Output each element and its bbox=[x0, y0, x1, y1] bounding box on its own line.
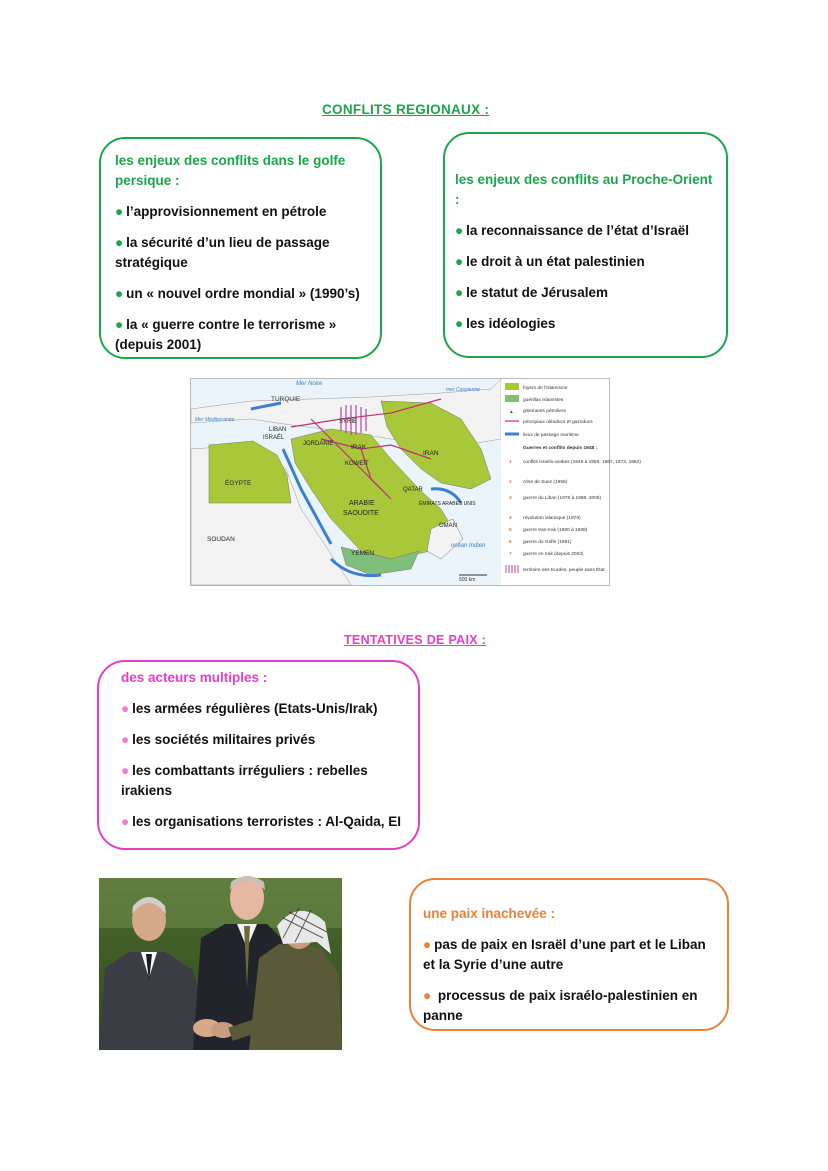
list-item: ● processus de paix israélo-palestinien en panne bbox=[423, 988, 698, 1023]
label-saoudite: SAOUDITE bbox=[343, 510, 379, 517]
label-qatar: QATAR bbox=[403, 487, 423, 493]
list-item: ● la reconnaissance de l’état d’Israël bbox=[455, 223, 690, 238]
proche-orient-list bbox=[455, 221, 716, 334]
list-item: ● les organisations terroristes : Al-Qaida, EI bbox=[121, 814, 401, 829]
proche-orient-title: les enjeux des conflits au Proche-Orient : bbox=[455, 172, 713, 207]
label-oman: OMAN bbox=[439, 523, 457, 529]
label-israel: ISRAËL bbox=[263, 435, 285, 441]
svg-text:5: 5 bbox=[509, 528, 512, 533]
conflits-heading: CONFLITS REGIONAUX : bbox=[322, 102, 490, 117]
svg-text:conflits israélo-arabes (1948: conflits israélo-arabes (1948 à 1956, 1967, 1973, 1982) bbox=[523, 460, 641, 465]
list-item: ● le statut de Jérusalem bbox=[455, 285, 608, 300]
svg-text:lieux de passage maritime: lieux de passage maritime bbox=[523, 433, 579, 438]
svg-text:1: 1 bbox=[509, 460, 512, 465]
svg-text:7: 7 bbox=[509, 552, 512, 557]
label-turquie: TURQUIE bbox=[271, 396, 301, 403]
label-jordanie: JORDANIE bbox=[303, 441, 334, 447]
paix-inachevee-list bbox=[423, 935, 717, 1026]
label-ocean: océan Indien bbox=[451, 543, 486, 549]
label-arabie: ARABIE bbox=[349, 500, 375, 507]
list-item: ● la « guerre contre le terrorisme » (depuis 2001) bbox=[115, 317, 337, 352]
golfe-title: les enjeux des conflits dans le golfe persique : bbox=[115, 153, 346, 188]
svg-text:gisements pétroliers: gisements pétroliers bbox=[523, 409, 566, 414]
list-item: ● les combattants irréguliers : rebelles irakiens bbox=[121, 763, 368, 798]
proche-orient-box bbox=[443, 132, 728, 358]
list-item: ● le droit à un état palestinien bbox=[455, 254, 645, 269]
label-caspienne: mer Caspienne bbox=[446, 387, 480, 393]
label-koweit: KOWEÏT bbox=[345, 461, 369, 467]
svg-text:foyers de l’islamisme: foyers de l’islamisme bbox=[523, 386, 568, 391]
svg-text:3: 3 bbox=[509, 496, 512, 501]
list-item: ● les armées régulières (Etats-Unis/Irak) bbox=[121, 701, 378, 716]
label-mediterranee: Mer Méditerranée bbox=[195, 417, 235, 423]
svg-text:6: 6 bbox=[509, 540, 512, 545]
photo-svg bbox=[99, 878, 342, 1050]
acteurs-box bbox=[97, 660, 420, 850]
list-item: ● pas de paix en Israël d’une part et le Liban et la Syrie d’une autre bbox=[423, 937, 706, 972]
acteurs-list bbox=[121, 699, 408, 832]
paix-inachevee-box bbox=[409, 878, 729, 1031]
svg-text:Guerres et conflits depuis 194: Guerres et conflits depuis 1948 : bbox=[523, 446, 598, 451]
svg-text:2: 2 bbox=[509, 480, 512, 485]
paix-inachevee-title: une paix inachevée : bbox=[423, 906, 556, 921]
label-liban: LIBAN bbox=[269, 427, 287, 433]
svg-text:▲: ▲ bbox=[509, 410, 514, 415]
svg-text:guérillas islamistes: guérillas islamistes bbox=[523, 398, 564, 403]
scale-label: 500 km bbox=[459, 577, 476, 583]
svg-text:4: 4 bbox=[509, 516, 512, 521]
svg-text:guerre du Liban (1975 à 1988,: guerre du Liban (1975 à 1988, 2006) bbox=[523, 496, 602, 501]
label-egypte: ÉGYPTE bbox=[225, 480, 252, 487]
middle-east-map bbox=[190, 378, 641, 586]
label-emirats: ÉMIRATS ARABES UNIS bbox=[419, 501, 476, 507]
list-item: ● l’approvisionnement en pétrole bbox=[115, 204, 327, 219]
svg-text:guerre en Irak (depuis 2003): guerre en Irak (depuis 2003) bbox=[523, 552, 584, 557]
label-iran: IRAN bbox=[423, 450, 439, 457]
list-item: ● la sécurité d’un lieu de passage stratégique bbox=[115, 235, 330, 270]
svg-text:principaux oléoducs et gazoduc: principaux oléoducs et gazoducs bbox=[523, 420, 593, 425]
acteurs-title: des acteurs multiples : bbox=[121, 670, 268, 685]
list-item: ● les sociétés militaires privés bbox=[121, 732, 316, 747]
list-item: ● les idéologies bbox=[455, 316, 556, 331]
map-svg bbox=[191, 379, 641, 585]
label-mer-noire: Mer Noire bbox=[296, 381, 323, 387]
label-syrie: SYRIE bbox=[339, 419, 358, 425]
svg-text:guerre du Golfe (1991): guerre du Golfe (1991) bbox=[523, 540, 572, 545]
label-soudan: SOUDAN bbox=[207, 536, 235, 543]
golfe-list bbox=[115, 202, 368, 355]
paix-heading: TENTATIVES DE PAIX : bbox=[344, 633, 487, 647]
svg-text:révolution islamique (1979): révolution islamique (1979) bbox=[523, 516, 581, 521]
list-item: ● un « nouvel ordre mondial » (1990’s) bbox=[115, 286, 360, 301]
label-yemen: YÉMEN bbox=[351, 550, 375, 557]
label-irak: IRAK bbox=[351, 444, 367, 451]
svg-text:territoire des Kurdes, peuple: territoire des Kurdes, peuple sans État bbox=[523, 568, 605, 573]
svg-text:guerre Iran-Irak (1980 à 1988): guerre Iran-Irak (1980 à 1988) bbox=[523, 528, 588, 533]
oslo-handshake-photo bbox=[99, 878, 342, 1050]
golfe-box bbox=[99, 137, 382, 359]
svg-text:crise de Suez (1956): crise de Suez (1956) bbox=[523, 480, 568, 485]
